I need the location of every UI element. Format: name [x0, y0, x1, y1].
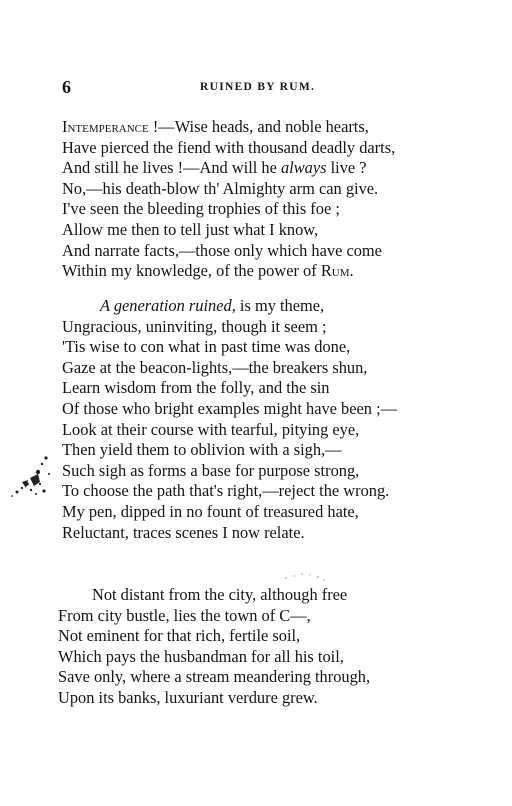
line-text: Reluctant, traces scenes I now relate. — [62, 522, 305, 542]
line-text: . — [349, 261, 354, 281]
poem-line — [58, 667, 370, 687]
poem-line — [62, 399, 397, 419]
line-text: Then yield them to oblivion with a sigh,— — [62, 440, 342, 460]
line-text: And still he lives !—And will he — [62, 158, 281, 178]
line-text: Not eminent for that rich, fertile soil, — [58, 626, 301, 646]
line-text: My pen, dipped in no fount of treasured hate, — [62, 502, 359, 521]
poem-line — [62, 358, 367, 378]
line-text: Which pays the husbandman for all his toil, — [58, 646, 344, 666]
poem-line — [62, 261, 354, 281]
line-text: To choose the path that's right,—reject the wrong. — [62, 481, 390, 501]
ink-blot-icon — [2, 444, 62, 524]
line-text: From city bustle, lies the town of C—, — [58, 605, 311, 625]
line-text: Intemperance — [62, 117, 149, 136]
poem-line — [62, 220, 318, 240]
poem-line — [62, 523, 305, 543]
poem-line — [62, 420, 359, 440]
poem-line — [62, 241, 382, 261]
running-head: RUINED BY RUM. — [200, 81, 316, 93]
poem-line — [92, 585, 347, 605]
poem-line — [62, 179, 378, 199]
line-text: Such sigh as forms a base for purpose strong, — [62, 460, 360, 480]
line-text: 'Tis wise to con what in past time was done, — [62, 337, 351, 357]
page-header — [62, 77, 462, 97]
line-text: Allow me then to tell just what I know, — [62, 220, 319, 239]
line-text: Within my knowledge, of the power of — [62, 261, 321, 281]
poem-line — [58, 626, 300, 646]
page-number: 6 — [62, 77, 71, 97]
poem-line — [100, 296, 324, 316]
line-text: always — [280, 158, 327, 178]
line-text: Of those who bright examples might have been ;— — [62, 399, 398, 418]
line-text: Not distant from the city, although free — [92, 585, 348, 604]
poem-line — [58, 606, 311, 626]
line-text: No,—his death-blow th' Almighty arm can give. — [62, 178, 379, 198]
line-text: Have pierced the fiend with thousand deadly darts, — [62, 137, 396, 157]
line-text: Look at their course with tearful, pitying eye, — [62, 419, 360, 439]
poem-line — [58, 688, 318, 708]
poem-line — [62, 461, 359, 481]
poem-line — [62, 481, 389, 501]
line-text: A generation ruined — [100, 296, 232, 315]
line-text: Gaze at the beacon-lights,—the breakers shun, — [62, 357, 368, 377]
line-text: Learn wisdom from the folly, and the sin — [62, 378, 330, 398]
line-text: Rum — [320, 261, 350, 281]
poem-line — [62, 502, 359, 522]
poem-line — [62, 378, 330, 398]
line-text: live ? — [326, 158, 367, 178]
poem-line — [62, 117, 369, 137]
poem-line — [62, 138, 395, 158]
foxing-mark-icon — [280, 570, 330, 586]
line-text: , is my theme, — [231, 296, 325, 315]
line-text: Upon its banks, luxuriant verdure grew. — [58, 688, 318, 707]
line-text: And narrate facts,—those only which have come — [62, 240, 382, 260]
poem-line — [62, 158, 367, 178]
poem-line — [62, 337, 350, 357]
line-text: !—Wise heads, and noble hearts, — [148, 117, 369, 136]
poem-line — [62, 440, 342, 460]
poem-line — [62, 199, 340, 219]
line-text: I've seen the bleeding trophies of this foe ; — [62, 199, 340, 219]
poem-line — [62, 317, 327, 337]
line-text: Ungracious, uninviting, though it seem ; — [62, 316, 327, 336]
line-text: Save only, where a stream meandering through, — [58, 667, 371, 687]
poem-line — [58, 647, 344, 667]
